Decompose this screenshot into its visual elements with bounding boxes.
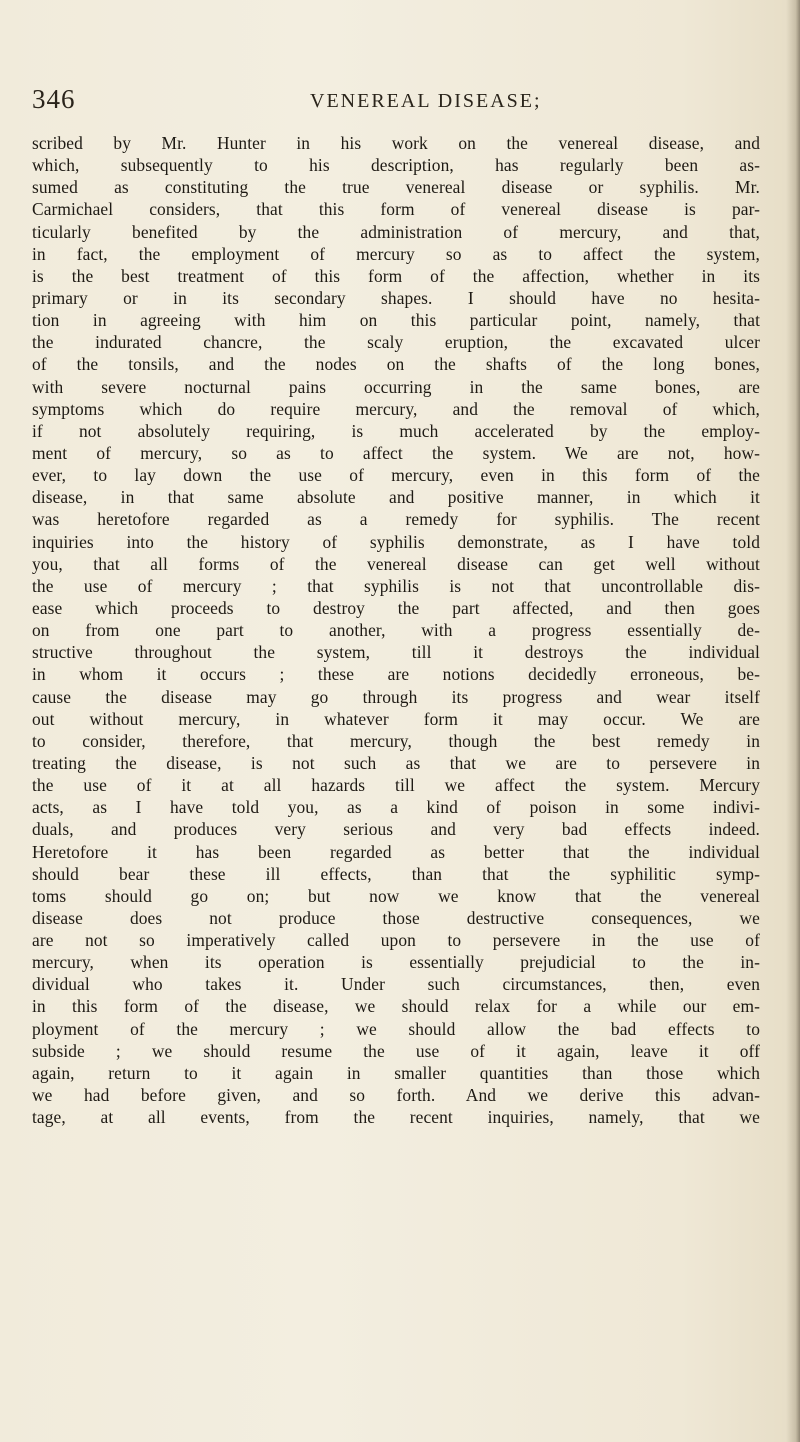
- text-line: disease, in that same absolute and positive manner, in which it: [32, 487, 760, 508]
- text-line: with severe nocturnal pains occurring in the same bones, are: [32, 376, 760, 397]
- text-line: the use of mercury ; that syphilis is not that uncontrollable dis-: [32, 575, 760, 596]
- text-line: acts, as I have told you, as a kind of poison in some indivi-: [32, 797, 760, 818]
- text-line: symptoms which do require mercury, and the removal of which,: [32, 398, 760, 419]
- text-line: treating the disease, is not such as that we are to persevere in: [32, 752, 760, 773]
- text-line: subside ; we should resume the use of it again, leave it off: [32, 1040, 760, 1061]
- text-line: tion in agreeing with him on this particular point, namely, that: [32, 310, 760, 331]
- text-line: the use of it at all hazards till we affect the system. Mercury: [32, 775, 760, 796]
- text-line: in whom it occurs ; these are notions decidedly erroneous, be-: [32, 664, 760, 685]
- text-line: ease which proceeds to destroy the part affected, and then goes: [32, 597, 760, 618]
- text-line: mercury, when its operation is essentially prejudicial to the in-: [32, 952, 760, 973]
- text-line: Heretofore it has been regarded as better that the individual: [32, 841, 760, 862]
- page-header: [32, 84, 752, 124]
- text-line: primary or in its secondary shapes. I should have no hesita-: [32, 287, 760, 308]
- text-line: in fact, the employment of mercury so as to affect the system,: [32, 243, 760, 264]
- text-line: in this form of the disease, we should relax for a while our em-: [32, 996, 760, 1017]
- text-line: is the best treatment of this form of the affection, whether in its: [32, 265, 760, 286]
- running-head: VENEREAL DISEASE;: [310, 90, 542, 112]
- text-line: inquiries into the history of syphilis demonstrate, as I have told: [32, 531, 760, 552]
- text-line: was heretofore regarded as a remedy for syphilis. The recent: [32, 509, 760, 530]
- text-line: structive throughout the system, till it destroys the individual: [32, 642, 760, 663]
- body-text: [32, 132, 760, 1128]
- text-line: scribed by Mr. Hunter in his work on the venereal disease, and: [32, 133, 760, 153]
- text-line: toms should go on; but now we know that the venereal: [32, 885, 760, 906]
- text-line: Carmichael considers, that this form of venereal disease is par-: [32, 199, 760, 220]
- text-line: tage, at all events, from the recent inquiries, namely, that we: [32, 1107, 760, 1128]
- page-number: 346: [32, 84, 76, 114]
- text-line: we had before given, and so forth. And we derive this advan-: [32, 1085, 760, 1106]
- text-line: the indurated chancre, the scaly eruption, the excavated ulcer: [32, 332, 760, 353]
- page-edge-shadow: [786, 0, 800, 1442]
- text-line: should bear these ill effects, than that the syphilitic symp-: [32, 863, 760, 884]
- text-line: of the tonsils, and the nodes on the shafts of the long bones,: [32, 354, 760, 375]
- text-line: are not so imperatively called upon to persevere in the use of: [32, 930, 760, 951]
- text-line: cause the disease may go through its progress and wear itself: [32, 686, 760, 707]
- text-line: ticularly benefited by the administration of mercury, and that,: [32, 221, 760, 242]
- text-line: if not absolutely requiring, is much accelerated by the employ-: [32, 420, 760, 441]
- text-line: which, subsequently to his description, has regularly been as-: [32, 155, 760, 176]
- text-line: dividual who takes it. Under such circumstances, then, even: [32, 974, 760, 995]
- text-line: sumed as constituting the true venereal disease or syphilis. Mr.: [32, 177, 760, 198]
- text-line: duals, and produces very serious and very bad effects indeed.: [32, 819, 760, 840]
- text-line: ever, to lay down the use of mercury, even in this form of the: [32, 465, 760, 486]
- text-line: disease does not produce those destructive consequences, we: [32, 907, 760, 928]
- text-line: out without mercury, in whatever form it may occur. We are: [32, 708, 760, 729]
- text-line: to consider, therefore, that mercury, though the best remedy in: [32, 730, 760, 751]
- text-line: you, that all forms of the venereal disease can get well without: [32, 553, 760, 574]
- text-line: ment of mercury, so as to affect the system. We are not, how-: [32, 442, 760, 463]
- text-line: on from one part to another, with a progress essentially de-: [32, 620, 760, 641]
- text-line: again, return to it again in smaller quantities than those which: [32, 1062, 760, 1083]
- text-line: ployment of the mercury ; we should allow the bad effects to: [32, 1018, 760, 1039]
